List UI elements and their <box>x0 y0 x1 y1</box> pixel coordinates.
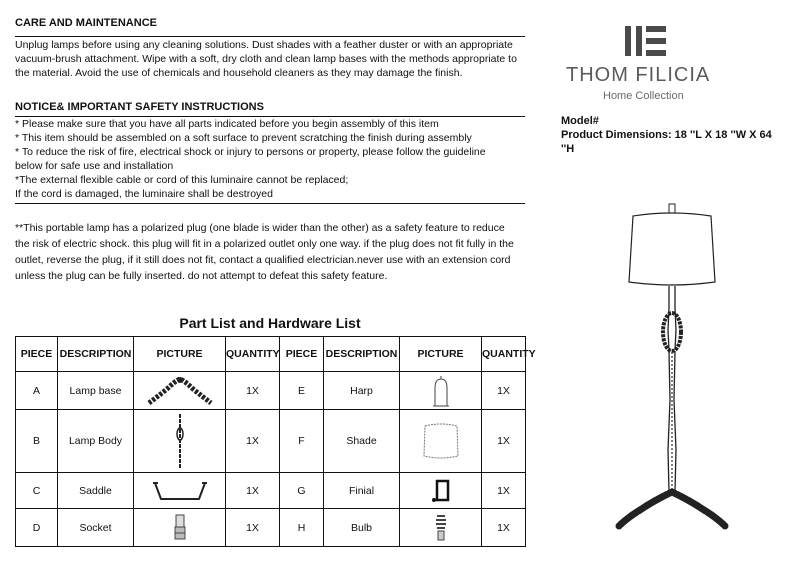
safety-line: * Please make sure that you have all parts indicated before you begin assembly of this item <box>15 118 439 130</box>
model-label: Model# <box>561 115 599 127</box>
parts-table <box>15 336 536 547</box>
piece-cell: C <box>16 473 58 509</box>
safety-line: * This item should be assembled on a soft surface to prevent scratching the finish during assembly <box>15 132 472 144</box>
lamp-illustration <box>585 200 765 545</box>
table-row <box>16 372 526 410</box>
shade-icon <box>421 420 461 462</box>
product-dimensions: Product Dimensions: 18 ''L X 18 ''W X 64 <box>561 129 772 141</box>
piece-cell: E <box>280 372 324 410</box>
brand-logo-mark-icon <box>623 26 673 56</box>
header-quantity: QUANTITY <box>482 337 526 372</box>
table-header-row <box>16 337 526 372</box>
finial-icon <box>431 478 451 504</box>
piece-cell: G <box>280 473 324 509</box>
quantity-cell: 1X <box>226 372 280 410</box>
description-cell: Shade <box>324 410 400 473</box>
picture-cell <box>400 372 482 410</box>
piece-cell: A <box>16 372 58 410</box>
header-piece: PIECE <box>16 337 58 372</box>
piece-cell: D <box>16 509 58 547</box>
table-row <box>16 473 526 509</box>
saddle-icon <box>152 477 208 505</box>
quantity-cell: 1X <box>482 473 526 509</box>
care-line: vacuum-brush attachment. Wipe with a soft, dry cloth and clean lamp bases with the methods appropriate to <box>15 53 517 65</box>
header-quantity: QUANTITY <box>226 337 280 372</box>
description-cell: Lamp Body <box>58 410 134 473</box>
care-line: the material. Avoid the use of chemicals and household cleaners as they may damage the finish. <box>15 67 463 79</box>
header-description: DESCRIPTION <box>324 337 400 372</box>
safety-line: If the cord is damaged, the luminaire shall be destroyed <box>15 188 273 200</box>
picture-cell <box>134 372 226 410</box>
brand-subtitle: Home Collection <box>603 90 684 102</box>
care-text <box>15 38 535 80</box>
description-cell: Bulb <box>324 509 400 547</box>
floor-lamp-icon <box>585 200 765 540</box>
care-divider <box>15 36 525 37</box>
piece-cell: B <box>16 410 58 473</box>
plug-notice <box>15 220 535 284</box>
brand-name: THOM FILICIA <box>566 64 711 86</box>
description-cell: Lamp base <box>58 372 134 410</box>
description-cell: Socket <box>58 509 134 547</box>
picture-cell <box>400 473 482 509</box>
safety-heading: NOTICE& IMPORTANT SAFETY INSTRUCTIONS <box>15 101 264 113</box>
safety-line: below for safe use and installation <box>15 160 174 172</box>
lamp-body-icon <box>170 412 190 470</box>
parts-title: Part List and Hardware List <box>179 315 361 331</box>
socket-icon <box>172 513 188 543</box>
plug-line: unless the plug can be fully inserted. do not attempt to defeat this safety feature. <box>15 270 388 282</box>
picture-cell <box>134 473 226 509</box>
safety-line: * To reduce the risk of fire, electrical shock or injury to persons or property, please follow the guideline <box>15 146 486 158</box>
header-piece: PIECE <box>280 337 324 372</box>
table-row <box>16 509 526 547</box>
care-line: Unplug lamps before using any cleaning solutions. Dust shades with a feather duster or with an appropriate <box>15 39 513 51</box>
picture-cell <box>134 410 226 473</box>
picture-cell <box>134 509 226 547</box>
brand-logo <box>623 26 673 61</box>
picture-cell <box>400 410 482 473</box>
description-cell: Harp <box>324 372 400 410</box>
lamp-base-icon <box>145 375 215 407</box>
description-cell: Saddle <box>58 473 134 509</box>
quantity-cell: 1X <box>482 509 526 547</box>
table-row <box>16 410 526 473</box>
quantity-cell: 1X <box>226 410 280 473</box>
product-info <box>561 114 801 156</box>
piece-cell: H <box>280 509 324 547</box>
quantity-cell: 1X <box>482 410 526 473</box>
plug-line: outlet, reverse the plug, if it still does not fit, contact a qualified electrician.never use with an extension cord <box>15 254 511 266</box>
harp-icon <box>429 374 453 408</box>
bulb-icon <box>432 512 450 544</box>
quantity-cell: 1X <box>226 473 280 509</box>
header-picture: PICTURE <box>400 337 482 372</box>
plug-line: **This portable lamp has a polarized plug (one blade is wider than the other) as a safety feature to reduce <box>15 222 505 234</box>
plug-line: the risk of electric shock. this plug will fit in a polarized outlet only one way. if the plug does not fit fully in the <box>15 238 514 250</box>
quantity-cell: 1X <box>482 372 526 410</box>
picture-cell <box>400 509 482 547</box>
safety-line: *The external flexible cable or cord of this luminaire cannot be replaced; <box>15 174 349 186</box>
safety-text <box>15 117 535 201</box>
safety-bottom-divider <box>15 203 525 204</box>
quantity-cell: 1X <box>226 509 280 547</box>
care-heading: CARE AND MAINTENANCE <box>15 17 157 29</box>
piece-cell: F <box>280 410 324 473</box>
product-dimensions-cont: ''H <box>561 143 575 155</box>
header-description: DESCRIPTION <box>58 337 134 372</box>
description-cell: Finial <box>324 473 400 509</box>
header-picture: PICTURE <box>134 337 226 372</box>
